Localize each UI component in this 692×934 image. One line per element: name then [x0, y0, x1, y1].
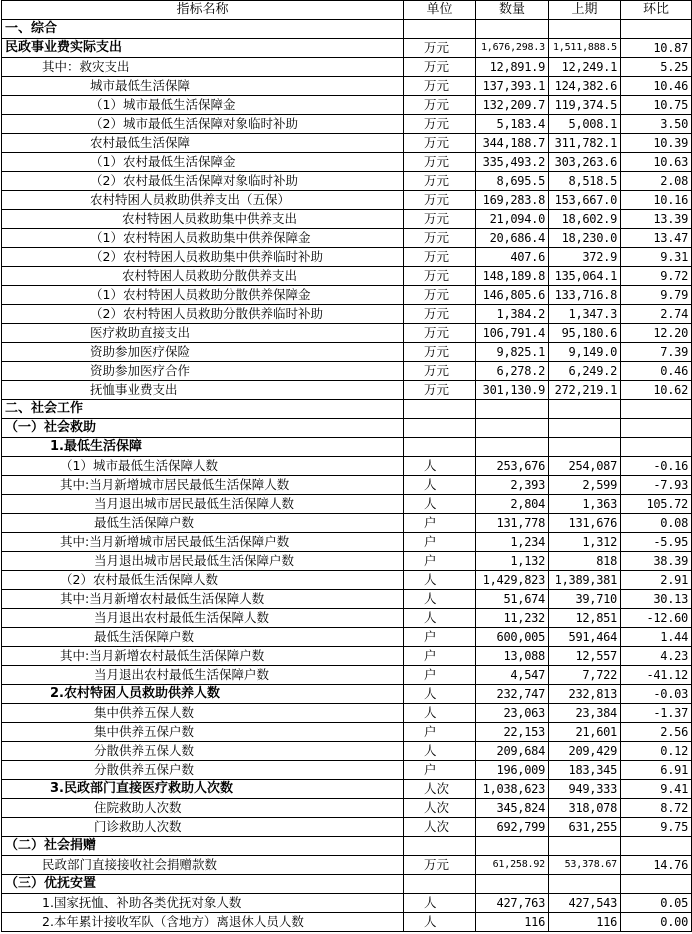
indicator-name: （1）农村最低生活保障金: [2, 153, 404, 172]
previous-cell: 23,384: [549, 704, 621, 723]
indicator-name: （1）城市最低生活保障金: [2, 96, 404, 115]
unit-cell: 户: [404, 628, 476, 647]
ratio-cell: -7.93: [621, 476, 692, 495]
previous-cell: 1,389,381: [549, 571, 621, 590]
unit-cell: 人次: [404, 818, 476, 837]
unit-cell: 万元: [404, 58, 476, 77]
previous-cell: 7,722: [549, 666, 621, 685]
empty-cell: [404, 875, 476, 894]
quantity-cell: 344,188.7: [476, 134, 549, 153]
section-row: [2, 20, 692, 39]
ratio-cell: 2.56: [621, 723, 692, 742]
previous-cell: 591,464: [549, 628, 621, 647]
empty-cell: [549, 419, 621, 438]
empty-cell: [621, 400, 692, 419]
header-prev: 上期: [549, 1, 621, 20]
previous-cell: 131,676: [549, 514, 621, 533]
indicator-name: 农村最低生活保障: [2, 134, 404, 153]
ratio-cell: 9.79: [621, 286, 692, 305]
ratio-cell: 10.87: [621, 39, 692, 58]
previous-cell: 631,255: [549, 818, 621, 837]
ratio-cell: 105.72: [621, 495, 692, 514]
ratio-cell: 0.00: [621, 913, 692, 932]
quantity-cell: 1,676,298.3: [476, 39, 549, 58]
quantity-cell: 5,183.4: [476, 115, 549, 134]
unit-cell: 万元: [404, 343, 476, 362]
quantity-cell: 9,825.1: [476, 343, 549, 362]
quantity-cell: 61,258.92: [476, 856, 549, 875]
quantity-cell: 232,747: [476, 685, 549, 704]
table-row: [2, 685, 692, 704]
previous-cell: 318,078: [549, 799, 621, 818]
unit-cell: 户: [404, 533, 476, 552]
unit-cell: 人: [404, 913, 476, 932]
quantity-cell: 1,132: [476, 552, 549, 571]
empty-cell: [404, 400, 476, 419]
quantity-cell: 427,763: [476, 894, 549, 913]
quantity-cell: 1,429,823: [476, 571, 549, 590]
previous-cell: 116: [549, 913, 621, 932]
unit-cell: 人: [404, 609, 476, 628]
table-row: [2, 229, 692, 248]
ratio-cell: 9.41: [621, 780, 692, 799]
ratio-cell: 10.16: [621, 191, 692, 210]
section-title: （三）优抚安置: [2, 875, 404, 894]
indicator-name: （2）城市最低生活保障对象临时补助: [2, 115, 404, 134]
quantity-cell: 1,234: [476, 533, 549, 552]
section-row: [2, 837, 692, 856]
section-title: 一、综合: [2, 20, 404, 39]
indicator-name: （1）农村特困人员救助集中供养保障金: [2, 229, 404, 248]
ratio-cell: 38.39: [621, 552, 692, 571]
ratio-cell: 9.75: [621, 818, 692, 837]
previous-cell: 18,602.9: [549, 210, 621, 229]
empty-cell: [621, 438, 692, 457]
table-row: [2, 172, 692, 191]
ratio-cell: 7.39: [621, 343, 692, 362]
table-row: [2, 210, 692, 229]
quantity-cell: 132,209.7: [476, 96, 549, 115]
unit-cell: 万元: [404, 267, 476, 286]
empty-cell: [549, 875, 621, 894]
table-row: [2, 324, 692, 343]
unit-cell: 万元: [404, 96, 476, 115]
unit-cell: 人次: [404, 799, 476, 818]
ratio-cell: 2.91: [621, 571, 692, 590]
previous-cell: 1,363: [549, 495, 621, 514]
previous-cell: 12,851: [549, 609, 621, 628]
table-row: [2, 609, 692, 628]
quantity-cell: 301,130.9: [476, 381, 549, 400]
ratio-cell: 5.25: [621, 58, 692, 77]
indicator-name: 其中:当月新增城市居民最低生活保障人数: [2, 476, 404, 495]
section-row: [2, 875, 692, 894]
previous-cell: 12,557: [549, 647, 621, 666]
empty-cell: [621, 20, 692, 39]
ratio-cell: -41.12: [621, 666, 692, 685]
ratio-cell: -5.95: [621, 533, 692, 552]
table-row: [2, 39, 692, 58]
ratio-cell: 10.39: [621, 134, 692, 153]
section-title: （二）社会捐赠: [2, 837, 404, 856]
quantity-cell: 22,153: [476, 723, 549, 742]
table-row: [2, 818, 692, 837]
indicator-name: 其中:当月新增农村最低生活保障户数: [2, 647, 404, 666]
empty-cell: [404, 20, 476, 39]
indicator-name: 医疗救助直接支出: [2, 324, 404, 343]
section-row: [2, 419, 692, 438]
previous-cell: 124,382.6: [549, 77, 621, 96]
indicator-name: 农村特困人员救助集中供养支出: [2, 210, 404, 229]
indicator-name: 民政部门直接接收社会捐赠款数: [2, 856, 404, 875]
previous-cell: 183,345: [549, 761, 621, 780]
quantity-cell: 21,094.0: [476, 210, 549, 229]
previous-cell: 8,518.5: [549, 172, 621, 191]
quantity-cell: 407.6: [476, 248, 549, 267]
previous-cell: 818: [549, 552, 621, 571]
ratio-cell: 13.47: [621, 229, 692, 248]
quantity-cell: 2,393: [476, 476, 549, 495]
quantity-cell: 335,493.2: [476, 153, 549, 172]
table-row: [2, 362, 692, 381]
unit-cell: 万元: [404, 210, 476, 229]
table-row: [2, 343, 692, 362]
empty-cell: [476, 438, 549, 457]
indicator-name: （2）农村最低生活保障对象临时补助: [2, 172, 404, 191]
ratio-cell: 8.72: [621, 799, 692, 818]
ratio-cell: 4.23: [621, 647, 692, 666]
previous-cell: 39,710: [549, 590, 621, 609]
unit-cell: 户: [404, 552, 476, 571]
indicator-name: 抚恤事业费支出: [2, 381, 404, 400]
ratio-cell: 10.75: [621, 96, 692, 115]
indicator-name: 资助参加医疗合作: [2, 362, 404, 381]
ratio-cell: 0.46: [621, 362, 692, 381]
unit-cell: 人: [404, 704, 476, 723]
previous-cell: 95,180.6: [549, 324, 621, 343]
quantity-cell: 253,676: [476, 457, 549, 476]
ratio-cell: 0.08: [621, 514, 692, 533]
ratio-cell: 2.74: [621, 305, 692, 324]
table-row: [2, 134, 692, 153]
previous-cell: 53,378.67: [549, 856, 621, 875]
table-row: [2, 590, 692, 609]
unit-cell: 户: [404, 514, 476, 533]
quantity-cell: 196,009: [476, 761, 549, 780]
previous-cell: 232,813: [549, 685, 621, 704]
ratio-cell: 10.62: [621, 381, 692, 400]
previous-cell: 119,374.5: [549, 96, 621, 115]
quantity-cell: 12,891.9: [476, 58, 549, 77]
quantity-cell: 4,547: [476, 666, 549, 685]
unit-cell: 人: [404, 457, 476, 476]
table-row: [2, 191, 692, 210]
indicator-name: 住院救助人次数: [2, 799, 404, 818]
indicator-name: 2.本年累计接收军队（含地方）离退休人员人数: [2, 913, 404, 932]
indicator-name: 集中供养五保人数: [2, 704, 404, 723]
previous-cell: 5,008.1: [549, 115, 621, 134]
ratio-cell: 9.72: [621, 267, 692, 286]
unit-cell: 万元: [404, 362, 476, 381]
table-row: [2, 495, 692, 514]
previous-cell: 18,230.0: [549, 229, 621, 248]
ratio-cell: 6.91: [621, 761, 692, 780]
indicator-name: 当月退出城市居民最低生活保障人数: [2, 495, 404, 514]
empty-cell: [621, 419, 692, 438]
indicator-name: 2.农村特困人员救助供养人数: [2, 685, 404, 704]
ratio-cell: 30.13: [621, 590, 692, 609]
previous-cell: 1,347.3: [549, 305, 621, 324]
indicator-name: 其中:当月新增城市居民最低生活保障户数: [2, 533, 404, 552]
unit-cell: 万元: [404, 248, 476, 267]
indicator-name: 最低生活保障户数: [2, 628, 404, 647]
table-row: [2, 552, 692, 571]
quantity-cell: 51,674: [476, 590, 549, 609]
quantity-cell: 146,805.6: [476, 286, 549, 305]
indicator-name: 当月退出农村最低生活保障户数: [2, 666, 404, 685]
previous-cell: 12,249.1: [549, 58, 621, 77]
unit-cell: 人: [404, 571, 476, 590]
ratio-cell: 0.05: [621, 894, 692, 913]
quantity-cell: 11,232: [476, 609, 549, 628]
previous-cell: 311,782.1: [549, 134, 621, 153]
ratio-cell: 10.63: [621, 153, 692, 172]
empty-cell: [549, 400, 621, 419]
statistics-table: [1, 0, 692, 932]
table-row: [2, 533, 692, 552]
quantity-cell: 345,824: [476, 799, 549, 818]
table-row: [2, 381, 692, 400]
indicator-name: （1）城市最低生活保障人数: [2, 457, 404, 476]
empty-cell: [404, 438, 476, 457]
table-header-row: [2, 1, 692, 20]
previous-cell: 6,249.2: [549, 362, 621, 381]
section-title: 二、社会工作: [2, 400, 404, 419]
ratio-cell: -12.60: [621, 609, 692, 628]
unit-cell: 户: [404, 666, 476, 685]
quantity-cell: 692,799: [476, 818, 549, 837]
quantity-cell: 116: [476, 913, 549, 932]
table-row: [2, 628, 692, 647]
previous-cell: 2,599: [549, 476, 621, 495]
quantity-cell: 6,278.2: [476, 362, 549, 381]
section-title: （一）社会救助: [2, 419, 404, 438]
table-row: [2, 666, 692, 685]
indicator-name: 门诊救助人次数: [2, 818, 404, 837]
empty-cell: [549, 20, 621, 39]
indicator-name: （2）农村特困人员救助分散供养临时补助: [2, 305, 404, 324]
unit-cell: 万元: [404, 191, 476, 210]
indicator-name: 集中供养五保户数: [2, 723, 404, 742]
table-row: [2, 799, 692, 818]
quantity-cell: 20,686.4: [476, 229, 549, 248]
quantity-cell: 23,063: [476, 704, 549, 723]
quantity-cell: 169,283.8: [476, 191, 549, 210]
indicator-name: （2）农村特困人员救助集中供养临时补助: [2, 248, 404, 267]
table-row: [2, 514, 692, 533]
indicator-name: 当月退出农村最低生活保障人数: [2, 609, 404, 628]
table-row: [2, 457, 692, 476]
unit-cell: 万元: [404, 77, 476, 96]
quantity-cell: 1,038,623: [476, 780, 549, 799]
unit-cell: 万元: [404, 134, 476, 153]
ratio-cell: -0.03: [621, 685, 692, 704]
ratio-cell: -1.37: [621, 704, 692, 723]
previous-cell: 135,064.1: [549, 267, 621, 286]
empty-cell: [549, 438, 621, 457]
unit-cell: 人: [404, 894, 476, 913]
indicator-name: 其中:当月新增农村最低生活保障人数: [2, 590, 404, 609]
ratio-cell: -0.16: [621, 457, 692, 476]
header-qty: 数量: [476, 1, 549, 20]
indicator-name: 1.国家抚恤、补助各类优抚对象人数: [2, 894, 404, 913]
ratio-cell: 9.31: [621, 248, 692, 267]
indicator-name: 资助参加医疗保险: [2, 343, 404, 362]
unit-cell: 户: [404, 723, 476, 742]
quantity-cell: 2,804: [476, 495, 549, 514]
indicator-name: 最低生活保障户数: [2, 514, 404, 533]
previous-cell: 9,149.0: [549, 343, 621, 362]
previous-cell: 209,429: [549, 742, 621, 761]
unit-cell: 万元: [404, 39, 476, 58]
quantity-cell: 8,695.5: [476, 172, 549, 191]
table-row: [2, 647, 692, 666]
indicator-name: 农村特困人员救助供养支出（五保）: [2, 191, 404, 210]
table-row: [2, 571, 692, 590]
ratio-cell: 12.20: [621, 324, 692, 343]
previous-cell: 372.9: [549, 248, 621, 267]
quantity-cell: 106,791.4: [476, 324, 549, 343]
previous-cell: 303,263.6: [549, 153, 621, 172]
ratio-cell: 10.46: [621, 77, 692, 96]
header-unit: 单位: [404, 1, 476, 20]
unit-cell: 万元: [404, 115, 476, 134]
unit-cell: 万元: [404, 286, 476, 305]
table-row: [2, 58, 692, 77]
unit-cell: 万元: [404, 229, 476, 248]
table-row: [2, 438, 692, 457]
empty-cell: [404, 837, 476, 856]
empty-cell: [621, 837, 692, 856]
table-row: [2, 96, 692, 115]
ratio-cell: 3.50: [621, 115, 692, 134]
ratio-cell: 14.76: [621, 856, 692, 875]
indicator-name: 分散供养五保户数: [2, 761, 404, 780]
empty-cell: [476, 419, 549, 438]
indicator-name: 民政事业费实际支出: [2, 39, 404, 58]
quantity-cell: 137,393.1: [476, 77, 549, 96]
unit-cell: 人: [404, 590, 476, 609]
quantity-cell: 1,384.2: [476, 305, 549, 324]
header-ratio: 环比: [621, 1, 692, 20]
header-name: 指标名称: [2, 1, 404, 20]
indicator-name: 其中：救灾支出: [2, 58, 404, 77]
indicator-name: 3.民政部门直接医疗救助人次数: [2, 780, 404, 799]
quantity-cell: 131,778: [476, 514, 549, 533]
unit-cell: 户: [404, 647, 476, 666]
quantity-cell: 600,005: [476, 628, 549, 647]
table-row: [2, 761, 692, 780]
indicator-name: 城市最低生活保障: [2, 77, 404, 96]
table-row: [2, 856, 692, 875]
table-row: [2, 305, 692, 324]
previous-cell: 254,087: [549, 457, 621, 476]
previous-cell: 21,601: [549, 723, 621, 742]
empty-cell: [476, 837, 549, 856]
indicator-name: 当月退出城市居民最低生活保障户数: [2, 552, 404, 571]
unit-cell: 万元: [404, 305, 476, 324]
indicator-name: 农村特困人员救助分散供养支出: [2, 267, 404, 286]
unit-cell: 万元: [404, 324, 476, 343]
table-row: [2, 913, 692, 932]
unit-cell: 人: [404, 742, 476, 761]
previous-cell: 1,511,888.5: [549, 39, 621, 58]
ratio-cell: 1.44: [621, 628, 692, 647]
quantity-cell: 148,189.8: [476, 267, 549, 286]
indicator-name: 分散供养五保人数: [2, 742, 404, 761]
table-row: [2, 704, 692, 723]
previous-cell: 949,333: [549, 780, 621, 799]
unit-cell: 人: [404, 495, 476, 514]
table-row: [2, 153, 692, 172]
table-row: [2, 77, 692, 96]
quantity-cell: 209,684: [476, 742, 549, 761]
empty-cell: [476, 20, 549, 39]
table-row: [2, 248, 692, 267]
table-row: [2, 723, 692, 742]
unit-cell: 万元: [404, 381, 476, 400]
indicator-name: （2）农村最低生活保障人数: [2, 571, 404, 590]
empty-cell: [476, 400, 549, 419]
table-row: [2, 780, 692, 799]
indicator-name: （1）农村特困人员救助分散供养保障金: [2, 286, 404, 305]
unit-cell: 户: [404, 761, 476, 780]
empty-cell: [476, 875, 549, 894]
previous-cell: 272,219.1: [549, 381, 621, 400]
previous-cell: 1,312: [549, 533, 621, 552]
previous-cell: 133,716.8: [549, 286, 621, 305]
table-row: [2, 894, 692, 913]
unit-cell: 万元: [404, 856, 476, 875]
unit-cell: 人: [404, 476, 476, 495]
table-row: [2, 286, 692, 305]
table-row: [2, 476, 692, 495]
section-row: [2, 400, 692, 419]
unit-cell: 人次: [404, 780, 476, 799]
ratio-cell: 2.08: [621, 172, 692, 191]
ratio-cell: 13.39: [621, 210, 692, 229]
table-body: [2, 20, 692, 932]
unit-cell: 万元: [404, 153, 476, 172]
quantity-cell: 13,088: [476, 647, 549, 666]
empty-cell: [621, 875, 692, 894]
empty-cell: [549, 837, 621, 856]
table-row: [2, 115, 692, 134]
unit-cell: 人: [404, 685, 476, 704]
previous-cell: 427,543: [549, 894, 621, 913]
table-row: [2, 267, 692, 286]
previous-cell: 153,667.0: [549, 191, 621, 210]
empty-cell: [404, 419, 476, 438]
subsection-title: 1.最低生活保障: [2, 438, 404, 457]
table-row: [2, 742, 692, 761]
ratio-cell: 0.12: [621, 742, 692, 761]
unit-cell: 万元: [404, 172, 476, 191]
